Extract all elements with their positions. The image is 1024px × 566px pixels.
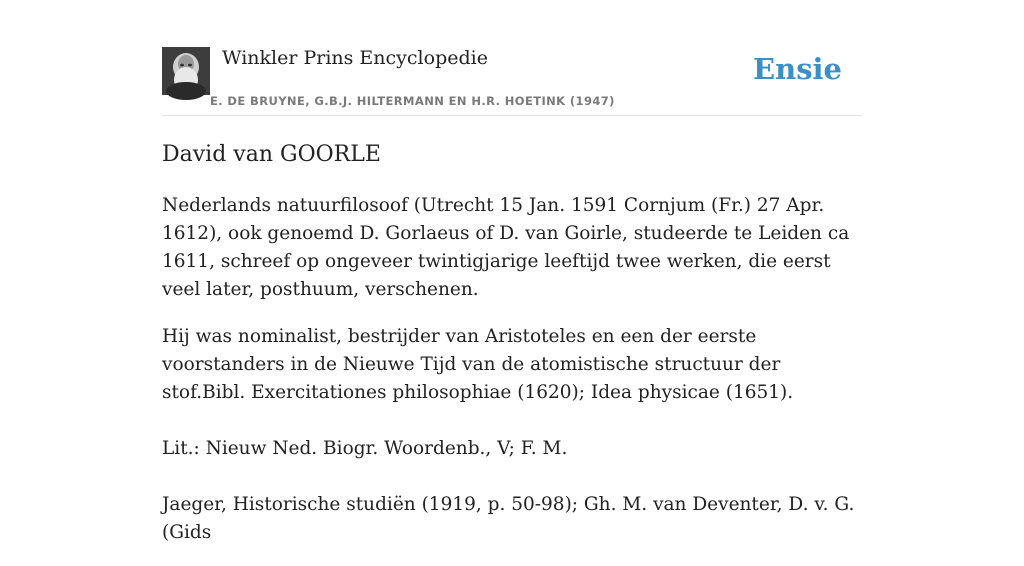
entry-body — [162, 192, 862, 566]
publication-title[interactable]: Winkler Prins Encyclopedie — [222, 47, 488, 69]
entry-paragraph-4: Jaeger, Historische studiën (1919, p. 50-98); Gh. M. van Deventer, D. v. G. (Gids — [162, 494, 855, 543]
entry-title: David van GOORLE — [162, 142, 381, 167]
publication-authors: E. DE BRUYNE, G.B.J. HILTERMANN EN H.R. HOETINK (1947) — [210, 94, 615, 108]
site-header — [162, 0, 862, 116]
portrait-icon — [162, 47, 210, 95]
ensie-logo-link[interactable]: Ensie — [753, 52, 842, 86]
page — [162, 0, 862, 543]
entry-paragraph-3: Lit.: Nieuw Ned. Biogr. Woordenb., V; F. M. — [162, 438, 568, 459]
entry-paragraph-2: Hij was nominalist, bestrijder van Aristoteles en een der eerste voorstanders in de Nieuwe Tijd van de atomistische structuur der stof.Bibl. Exercitationes philosophiae (1620); Idea physicae (1651). — [162, 326, 794, 403]
portrait-avatar[interactable] — [162, 47, 210, 95]
entry-paragraph-1: Nederlands natuurfilosoof (Utrecht 15 Jan. 1591 Cornjum (Fr.) 27 Apr. 1612), ook genoemd D. Gorlaeus of D. van Goirle, studeerde te Leiden ca 1611, schreef op ongeveer twintigjarige leeftijd twee werken, die eerst veel later, posthuum, verschenen. — [162, 195, 850, 300]
